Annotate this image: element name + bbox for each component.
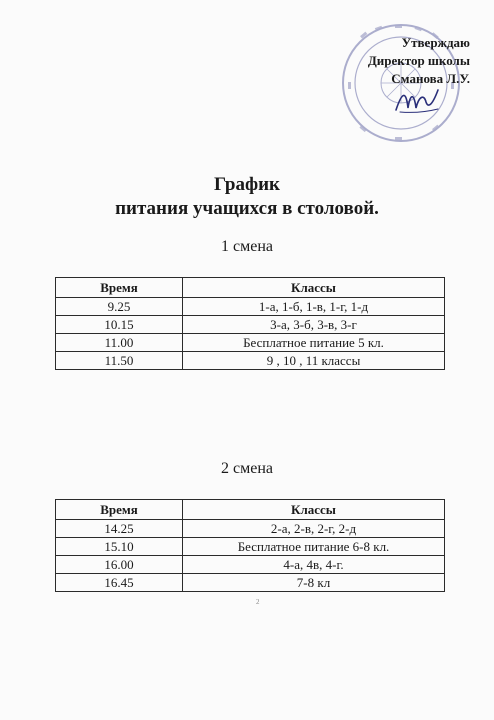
classes-cell: 9 , 10 , 11 классы xyxy=(183,352,445,370)
time-cell: 16.45 xyxy=(56,574,183,592)
shift-2-heading: 2 смена xyxy=(221,460,273,477)
time-cell: 16.00 xyxy=(56,556,183,574)
approval-block xyxy=(368,34,470,88)
shift-1-heading: 1 смена xyxy=(221,238,273,255)
table-row xyxy=(56,574,445,592)
approval-line: Утверждаю xyxy=(401,35,470,50)
table-row xyxy=(56,316,445,334)
classes-cell: 1-а, 1-б, 1-в, 1-г, 1-д xyxy=(183,298,445,316)
column-header-time: Время xyxy=(56,500,183,520)
classes-cell: 4-а, 4в, 4-г. xyxy=(183,556,445,574)
classes-cell: 3-а, 3-б, 3-в, 3-г xyxy=(183,316,445,334)
time-cell: 14.25 xyxy=(56,520,183,538)
column-header-classes: Классы xyxy=(183,500,445,520)
classes-cell: Бесплатное питание 5 кл. xyxy=(183,334,445,352)
table-header-row xyxy=(56,500,445,520)
shift-1-schedule-table xyxy=(55,277,445,370)
classes-cell: Бесплатное питание 6-8 кл. xyxy=(183,538,445,556)
page-number: 2 xyxy=(256,598,260,606)
classes-cell: 2-а, 2-в, 2-г, 2-д xyxy=(183,520,445,538)
table-row xyxy=(56,298,445,316)
document-title: График xyxy=(214,174,280,195)
time-cell: 15.10 xyxy=(56,538,183,556)
classes-cell: 7-8 кл xyxy=(183,574,445,592)
time-cell: 10.15 xyxy=(56,316,183,334)
column-header-classes: Классы xyxy=(183,278,445,298)
table-header-row xyxy=(56,278,445,298)
shift-2-schedule-table xyxy=(55,499,445,592)
director-name: Сманова Л.У. xyxy=(391,71,470,86)
table-row xyxy=(56,556,445,574)
time-cell: 11.50 xyxy=(56,352,183,370)
table-row xyxy=(56,520,445,538)
table-row xyxy=(56,334,445,352)
document-subtitle: питания учащихся в столовой. xyxy=(115,198,379,219)
time-cell: 9.25 xyxy=(56,298,183,316)
director-title: Директор школы xyxy=(367,53,470,68)
table-row xyxy=(56,538,445,556)
table-row xyxy=(56,352,445,370)
column-header-time: Время xyxy=(56,278,183,298)
handwritten-signature xyxy=(392,82,442,118)
time-cell: 11.00 xyxy=(56,334,183,352)
